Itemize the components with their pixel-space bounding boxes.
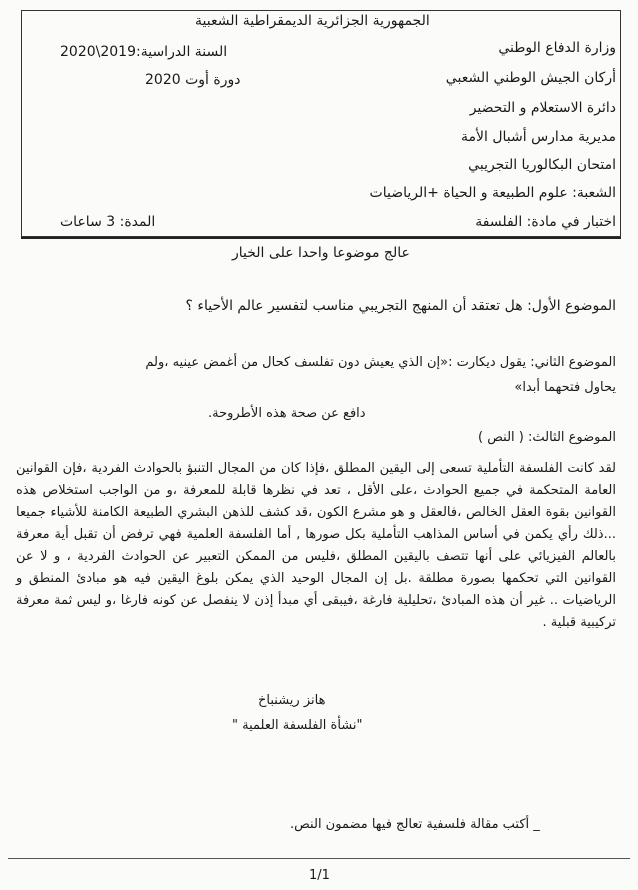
topic-2-line-2: يحاول فتحهما أبدا» [514,380,616,395]
topic-1: الموضوع الأول: هل تعتقد أن المنهج التجريبي مناسب لتفسير عالم الأحياء ؟ [185,298,616,314]
text-author: هانز ريشنباخ [258,693,326,708]
exam-type-line: امتحان البكالوريا التجريبي [468,157,616,173]
ministry-line: وزارة الدفاع الوطني [498,40,616,56]
topic-3-title: الموضوع الثالث: ( النص ) [478,430,616,445]
text-source: "نشأة الفلسفة العلمية " [232,718,363,733]
duration-label: المدة: 3 ساعات [60,214,156,230]
republic-title: الجمهورية الجزائرية الديمقراطية الشعبية [195,13,430,29]
topic-2-line-1: الموضوع الثاني: يقول ديكارت :«إن الذي يعيش دون تفلسف كحال من أغمض عينيه ،ولم [145,355,616,370]
footer-divider [8,858,630,859]
subject-line: اختبار في مادة: الفلسفة [475,214,616,230]
staff-line: أركان الجيش الوطني الشعبي [445,70,616,86]
department-line: دائرة الاستعلام و التحضير [469,100,616,116]
essay-task: _ أكتب مقالة فلسفية تعالج فيها مضمون النص. [290,817,540,832]
topic-3-text: لقد كانت الفلسفة التأملية تسعى إلى اليقين المطلق ،فإذا كان من المجال التنبؤ بالحوادث الفردية ،فإن القوانين العامة المتحكمة في جميع الحوادث ،على الأقل ، تعد في نظرها قابلة للمعرفة ،و من الواجب استخلاص هذه القوانين بقوة العقل الخالص ،فالعقل و هو مشرع الكون ،قد كشف للذهن البشري الطبيعة الكامنة للأشياء جميعا ...ذلك رأي يكمن في أساس المذاهب التأملية بكل صورها , أما الفلسفة العلمية فهي ترفض أن تقبل أية معرفة بالعالم الفيزيائي على أنها تتصف باليقين المطلق ،فليس من الممكن التعبير عن الحوادث الفردية ، و لا عن القوانين التي تحكمها بصورة مطلقة .بل إن المجال الوحيد الذي يمكن بلوغ اليقين فيه هو مبادئ المنطق و الرياضيات .. غير أن هذه المبادئ ،تحليلية فارغة ،فيبقى أي مبدأ إذن لا ينفصل عن كونه فارغا ،و ليس ثمة معرفة تركيبية قبلية . [16,461,616,630]
topic-2-task: دافع عن صحة هذه الأطروحة. [208,406,366,421]
header-divider [21,237,621,239]
school-year: السنة الدراسية:2019\2020 [60,44,228,60]
stream-line: الشعبة: علوم الطبيعة و الحياة +الرياضيات [369,185,616,201]
directorate-line: مديرية مدارس أشبال الأمة [461,129,616,145]
session-label: دورة أوت 2020 [145,72,241,88]
instruction: عالج موضوعا واحدا على الخيار [232,245,410,261]
page-number: 1/1 [309,868,330,883]
